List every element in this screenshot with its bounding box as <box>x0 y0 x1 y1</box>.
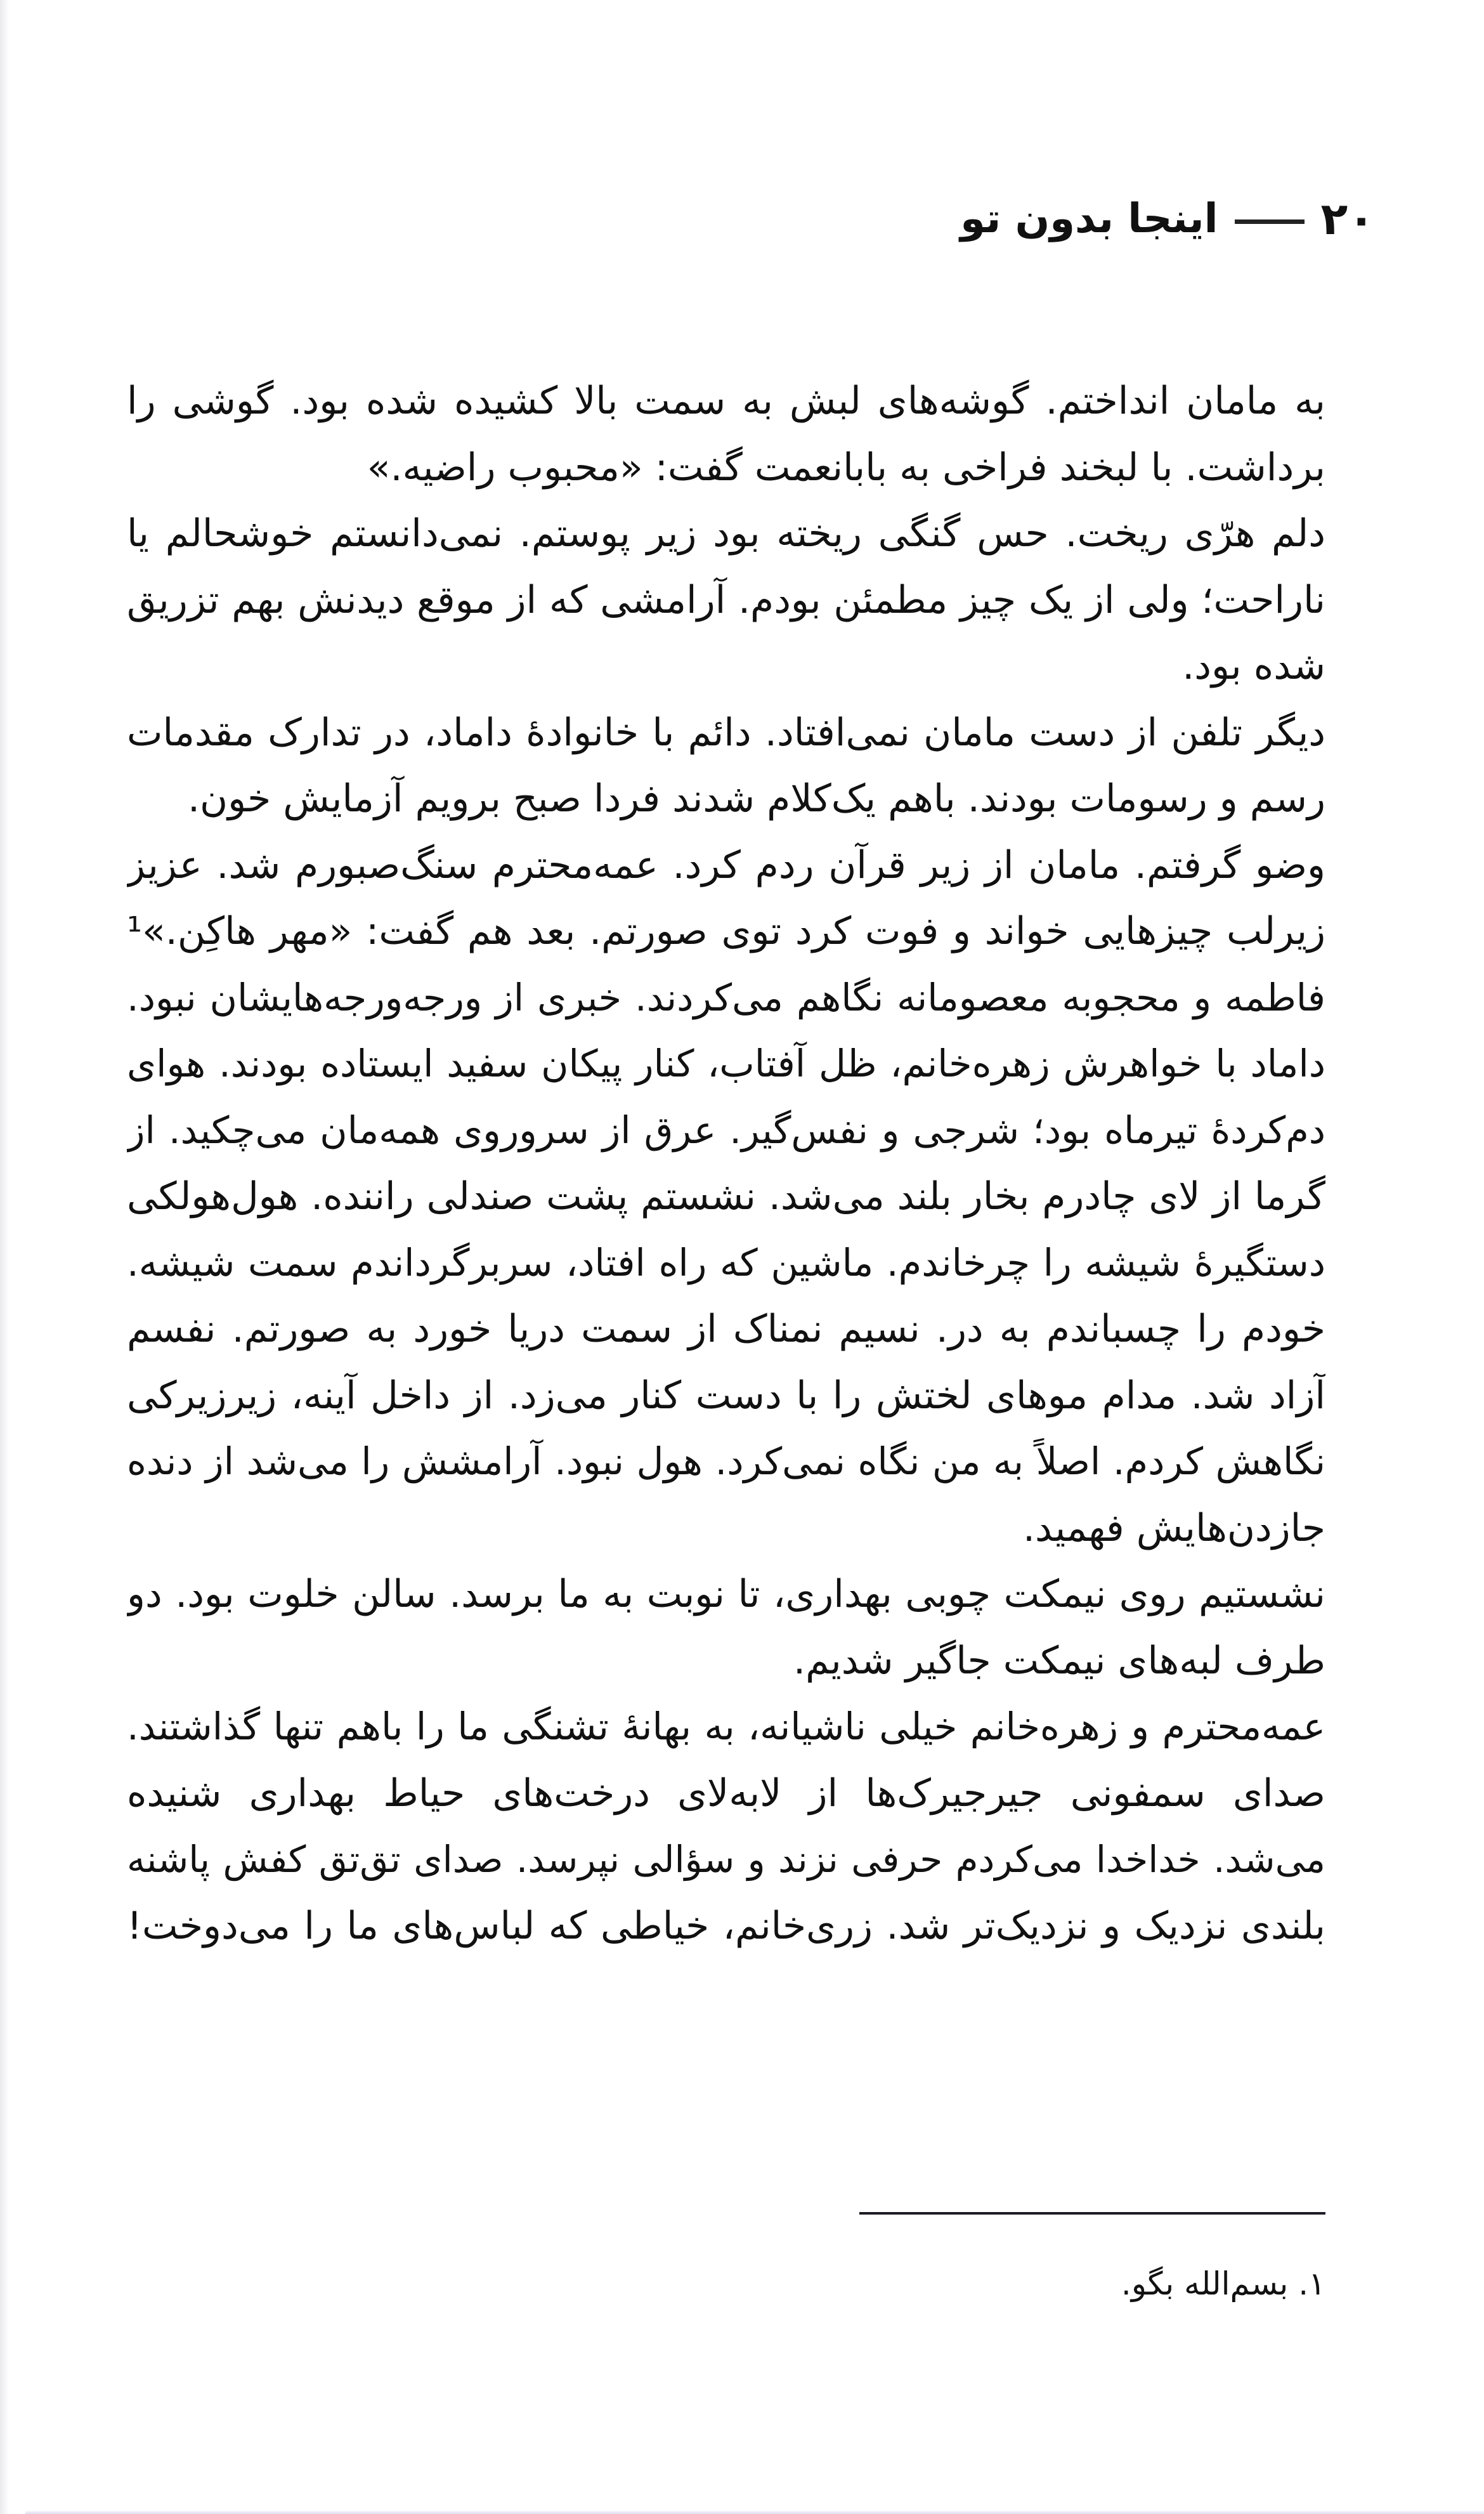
page-number: ۲۰ <box>1320 193 1375 245</box>
body-text <box>127 368 1325 1959</box>
text-line: دستگیرهٔ شیشه را چرخاندم. ماشین که راه افتاد، سربرگرداندم سمت شیشه. <box>127 1240 1325 1285</box>
text-line: رسم و رسومات بودند. باهم یک‌کلام شدند فردا صبح برویم آزمایش خون. <box>187 776 1325 821</box>
text-line: شده بود. <box>1182 644 1325 688</box>
text-line: جازدن‌هایش فهمید. <box>1022 1505 1325 1550</box>
text-line: داماد با خواهرش زهره‌خانم، ظل آفتاب، کنار پیکان سفید ایستاده بودند. هوای <box>127 1042 1325 1085</box>
text-line: ناراحت؛ ولی از یک چیز مطمئن بودم. آرامشی که از موقع دیدنش بهم تزریق <box>127 577 1325 622</box>
text-line: صدای سمفونی جیرجیرک‌ها از لابه‌لای درخت‌های حیاط بهداری شنیده <box>127 1771 1325 1816</box>
text-line: عمه‌محترم و زهره‌خانم خیلی ناشیانه، به بهانهٔ تشنگی ما را باهم تنها گذاشتند. <box>127 1705 1325 1748</box>
running-head <box>960 190 1375 247</box>
book-title: اینجا بدون تو <box>960 195 1218 242</box>
page-bottom-edge <box>25 2510 1484 2514</box>
text-line: بلندی نزدیک و نزدیک‌تر شد. زری‌خانم، خیاطی که لباس‌های ما را می‌دوخت! <box>127 1903 1325 1948</box>
footnote-separator <box>859 2212 1325 2215</box>
text-line: وضو گرفتم. مامان از زیر قرآن ردم کرد. عمه‌محترم سنگ‌صبورم شد. عزیز <box>127 842 1325 887</box>
text-line: خودم را چسباندم به در. نسیم نمناک از سمت دریا خورد به صورتم. نفسم <box>127 1307 1325 1351</box>
text-line: فاطمه و محجوبه معصومانه نگاهم می‌کردند. خبری از ورجه‌ورجه‌هایشان نبود. <box>127 975 1325 1019</box>
text-line: نگاهش کردم. اصلاً به من نگاه نمی‌کرد. هول نبود. آرامشش را می‌شد از دنده <box>127 1439 1325 1483</box>
page-edge-shadow <box>0 0 9 2514</box>
text-line: نشستیم روی نیمکت چوبی بهداری، تا نوبت به ما برسد. سالن خلوت بود. دو <box>127 1572 1325 1616</box>
text-line: دیگر تلفن از دست مامان نمی‌افتاد. دائم با خانوادهٔ داماد، در تدارک مقدمات <box>127 710 1325 755</box>
text-line: زیرلب چیزهایی خواند و فوت کرد توی صورتم. بعد هم گفت: «مهر هاکِن.»¹ <box>127 909 1325 953</box>
text-line: طرف لبه‌های نیمکت جاگیر شدیم. <box>793 1638 1325 1683</box>
running-head-rule <box>1235 219 1305 224</box>
text-line: دلم هرّی ریخت. حس گنگی ریخته بود زیر پوستم. نمی‌دانستم خوشحالم یا <box>127 511 1325 556</box>
footnote: ۱. بسم‌الله بگو. <box>1121 2265 1325 2302</box>
text-line: دم‌کردهٔ تیرماه بود؛ شرجی و نفس‌گیر. عرق از سروروی همه‌مان می‌چکید. از <box>127 1108 1325 1152</box>
text-line: گرما از لای چادرم بخار بلند می‌شد. نشستم پشت صندلی راننده. هول‌هولکی <box>127 1174 1325 1219</box>
text-line: آزاد شد. مدام موهای لختش را با دست کنار می‌زد. از داخل آینه، زیرزیرکی <box>127 1373 1325 1418</box>
text-line: برداشت. با لبخند فراخی به بابانعمت گفت: «محبوب راضیه.» <box>367 445 1325 490</box>
text-line: می‌شد. خداخدا می‌کردم حرفی نزند و سؤالی نپرسد. صدای تق‌تق کفش پاشنه <box>127 1838 1325 1881</box>
text-line: به مامان انداختم. گوشه‌های لبش به سمت بالا کشیده شده بود. گوشی را <box>127 379 1325 423</box>
